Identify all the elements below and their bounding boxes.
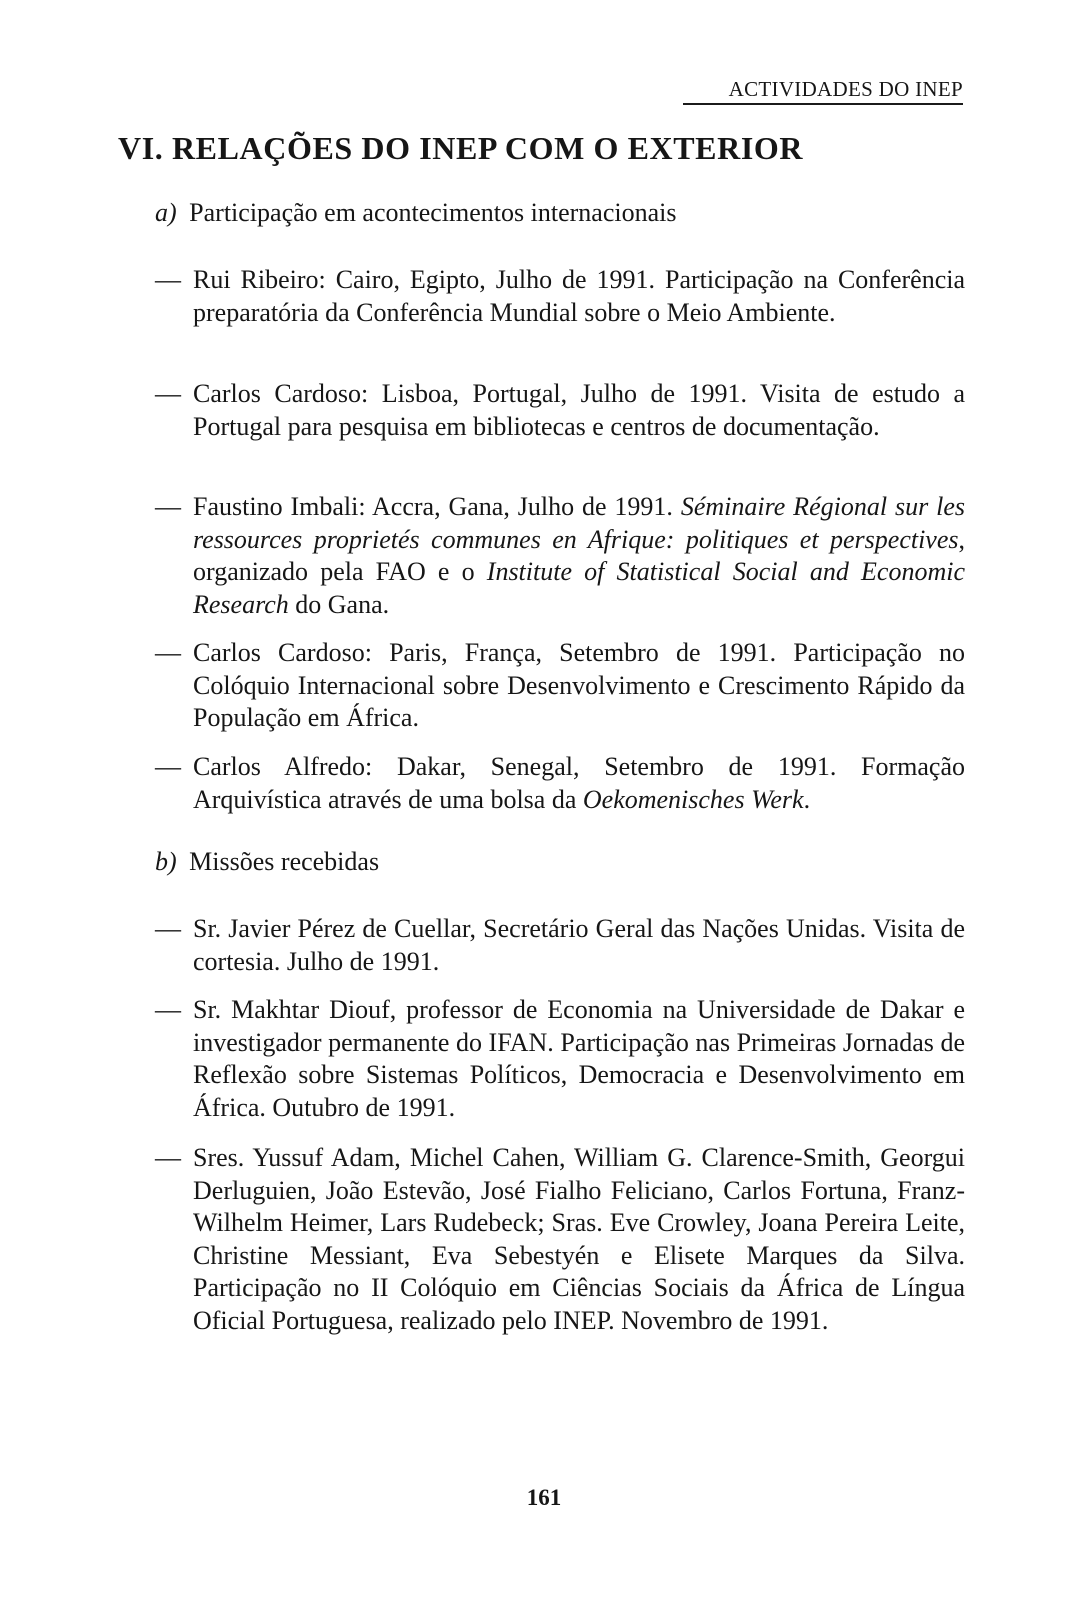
entry-dash: — [155,914,181,943]
page-number: 161 [526,1485,562,1510]
entry-dash: — [155,492,181,521]
entry-carlos-alfredo [155,751,965,816]
entry-text: Rui Ribeiro: Cairo, Egipto, Julho de 1991. Participação na Conferência preparatória da Conferência Mundial sobre o Meio Ambiente. [193,265,965,327]
section-title: VI. RELAÇÕES DO INEP COM O EXTERIOR [118,130,804,166]
entry-text-part: , organizado pela FAO e o [193,524,965,586]
entry-dash: — [155,995,181,1024]
entry-rui-ribeiro [155,264,965,329]
entry-text-part: do Gana. [288,589,390,619]
subsection-b-heading [155,846,379,878]
entry-dash: — [155,1143,181,1172]
entry-faustino-imbali [155,491,965,621]
subsection-b-title: Missões recebidas [189,847,380,876]
subsection-a-letter: a) [155,198,177,227]
entry-carlos-cardoso-lisboa [155,378,965,443]
entry-text: Sr. Makhtar Diouf, professor de Economia na Universidade de Dakar e investigador permanente do IFAN. Participação nas Primeiras Jornadas de Reflexão sobre Sistemas Políticos, Democracia e Desenvolvimento em África. Outubro de 1991. [193,995,965,1122]
entry-text: Carlos Cardoso: Paris, França, Setembro de 1991. Participação no Colóquio Internacional sobre Desenvolvimento e Crescimento Rápido da População em África. [193,638,965,732]
subsection-a-title: Participação em acontecimentos internacionais [189,198,677,227]
entry-dash: — [155,752,181,781]
entry-text [193,491,965,621]
entry-coloquio-participants [155,1142,965,1337]
entry-text: Sr. Javier Pérez de Cuellar, Secretário Geral das Nações Unidas. Visita de cortesia. Julho de 1991. [193,914,965,976]
subsection-a-heading [155,197,676,229]
entry-text-part: . [803,784,811,814]
entry-dash: — [155,265,181,294]
entry-carlos-cardoso-paris [155,637,965,735]
entry-dash: — [155,379,181,408]
entry-text-part: Faustino Imbali: Accra, Gana, Julho de 1991. [193,492,681,521]
entry-text: Sres. Yussuf Adam, Michel Cahen, William G. Clarence-Smith, Georgui Derluguien, João Estevão, José Fialho Feliciano, Carlos Fortuna, Franz-Wilhelm Heimer, Lars Rudebeck; Sras. Eve Crowley, Joana Pereira Leite, Christine Messiant, Eva Sebestyén e Elisete Marques da Silva. Participação no II Colóquio em Ciências Sociais da África de Língua Oficial Portuguesa, realizado pelo INEP. Novembro de 1991. [193,1143,965,1335]
entry-makhtar-diouf [155,994,965,1124]
seminar-title: Séminaire Régional sur les ressources proprietés communes en Afrique: politiques et perspectives [193,492,965,554]
institute-name: Institute of Statistical Social and Economic Research [193,557,965,619]
entry-text-part: Carlos Alfredo: Dakar, Senegal, Setembro de 1991. Formação Arquivística através de uma bolsa da [193,752,965,814]
entry-text: Carlos Cardoso: Lisboa, Portugal, Julho de 1991. Visita de estudo a Portugal para pesquisa em bibliotecas e centros de documentação. [193,379,965,441]
organization-name: Oekomenisches Werk [582,784,804,814]
entry-text [193,751,965,816]
entry-dash: — [155,638,181,667]
running-head: ACTIVIDADES DO INEP [683,76,963,105]
subsection-b-letter: b) [155,847,177,876]
entry-perez-de-cuellar [155,913,965,978]
